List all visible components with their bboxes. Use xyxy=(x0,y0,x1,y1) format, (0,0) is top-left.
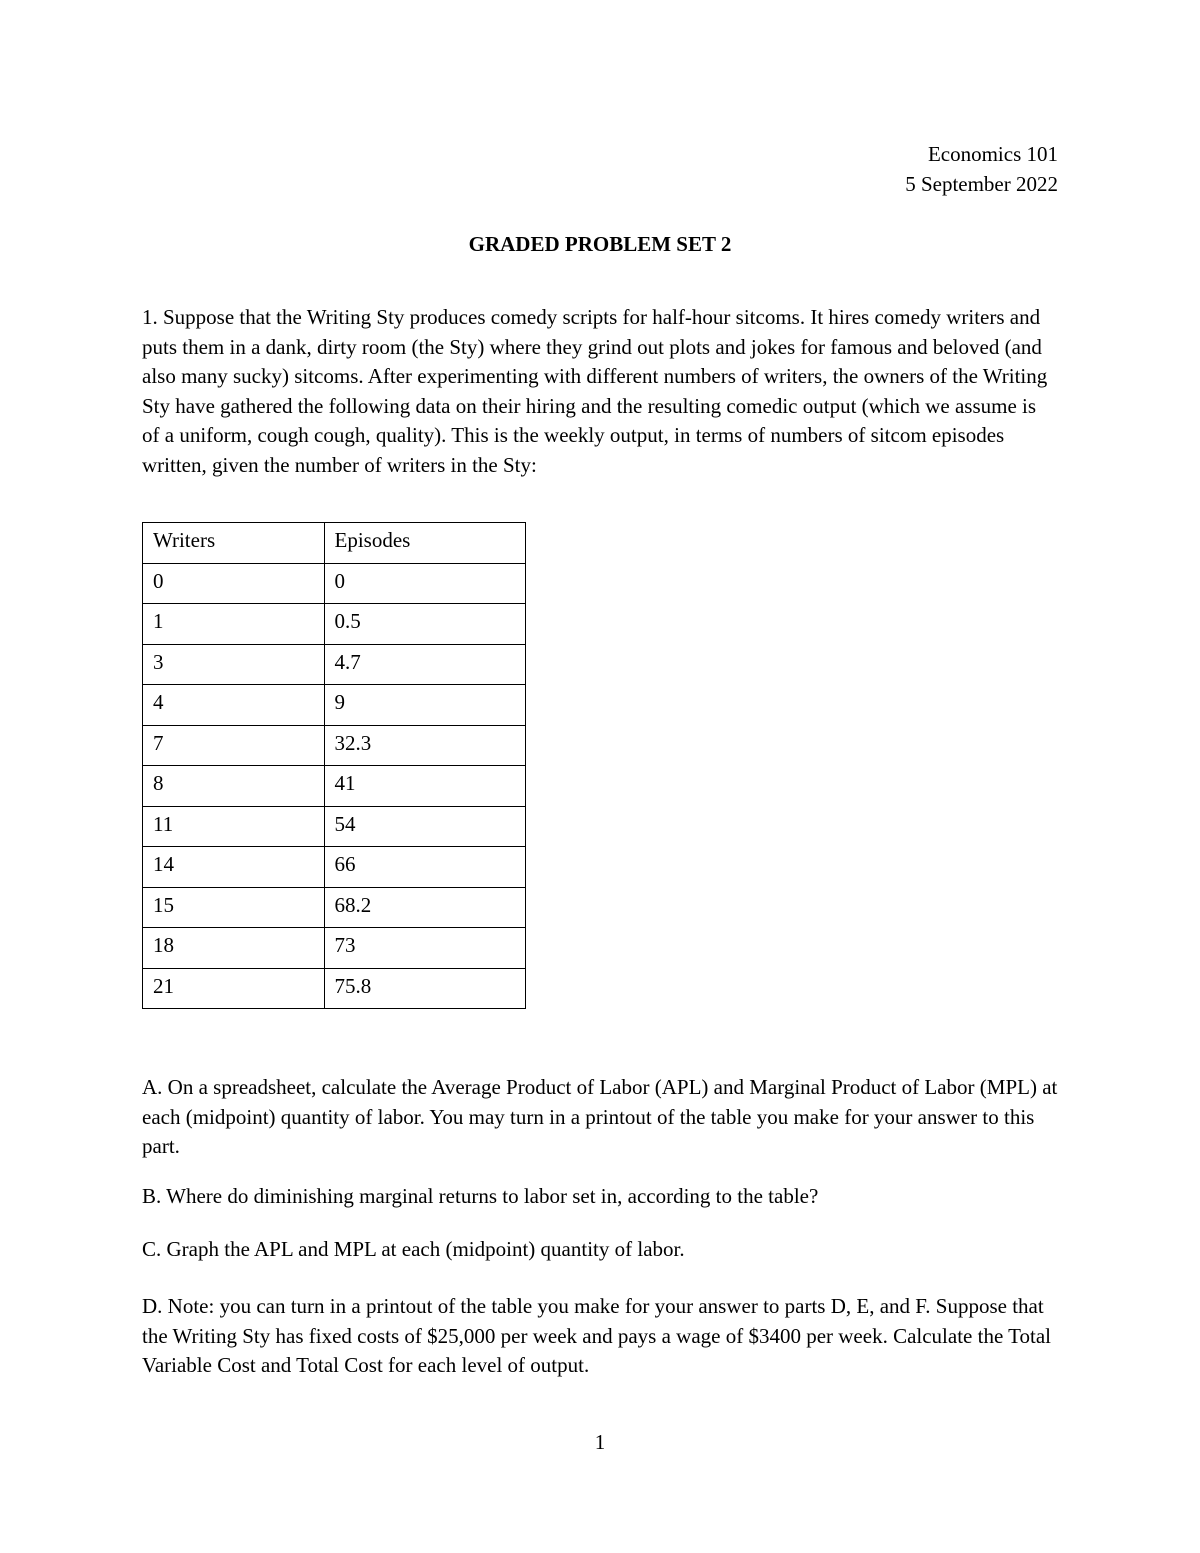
table-cell-episodes: 0.5 xyxy=(324,604,526,645)
table-cell-episodes: 0 xyxy=(324,563,526,604)
table-header-episodes: Episodes xyxy=(324,523,526,564)
part-a-text: A. On a spreadsheet, calculate the Average Product of Labor (APL) and Marginal Product of Labor (MPL) at each (midpoint) quantity of labor. You may turn in a printout of the table you make for your answer to this part. xyxy=(142,1075,1058,1158)
table-row xyxy=(143,644,526,685)
table-row xyxy=(143,847,526,888)
table-row xyxy=(143,806,526,847)
writers-episodes-table xyxy=(142,522,526,1009)
table-row xyxy=(143,725,526,766)
question-1-text: 1. Suppose that the Writing Sty produces comedy scripts for half-hour sitcoms. It hires comedy writers and puts them in a dank, dirty room (the Sty) where they grind out plots and jokes for famous and beloved (and also many sucky) sitcoms. After experimenting with different numbers of writers, the owners of the Writing Sty have gathered the following data on their hiring and the resulting comedic output (which we assume is of a uniform, cough cough, quality). This is the weekly output, in terms of numbers of sitcom episodes written, given the number of writers in the Sty: xyxy=(142,305,1048,477)
document-title: GRADED PROBLEM SET 2 xyxy=(468,232,732,256)
document-date: 5 September 2022 xyxy=(905,171,1058,196)
table-row xyxy=(143,604,526,645)
course-name: Economics 101 xyxy=(927,142,1058,166)
table-row xyxy=(143,766,526,807)
table-row xyxy=(143,563,526,604)
table-cell-writers: 14 xyxy=(143,847,325,888)
part-b-text: B. Where do diminishing marginal returns to labor set in, according to the table? xyxy=(142,1184,819,1208)
table-cell-episodes: 41 xyxy=(324,766,526,807)
table-cell-writers: 7 xyxy=(143,725,325,766)
part-d-text: D. Note: you can turn in a printout of the table you make for your answer to parts D, E, and F. Suppose that the Writing Sty has fixed costs of $25,000 per week and pays a wage of $3400 per week. Calculate the Total Variable Cost and Total Cost for each level of output. xyxy=(142,1294,1051,1377)
table-cell-writers: 11 xyxy=(143,806,325,847)
table-header-row xyxy=(143,523,526,564)
table-cell-writers: 3 xyxy=(143,644,325,685)
table-row xyxy=(143,887,526,928)
table-row xyxy=(143,928,526,969)
document-header xyxy=(905,140,1058,199)
table-cell-writers: 21 xyxy=(143,968,325,1009)
page-number: 1 xyxy=(594,1430,606,1454)
table-row xyxy=(143,968,526,1009)
table-cell-episodes: 73 xyxy=(324,928,526,969)
table-cell-episodes: 68.2 xyxy=(324,887,526,928)
table-cell-episodes: 66 xyxy=(324,847,526,888)
table-cell-writers: 0 xyxy=(143,563,325,604)
table-cell-writers: 4 xyxy=(143,685,325,726)
table-cell-writers: 8 xyxy=(143,766,325,807)
table-cell-writers: 1 xyxy=(143,604,325,645)
table-cell-writers: 15 xyxy=(143,887,325,928)
table-header-writers: Writers xyxy=(143,523,325,564)
table-row xyxy=(143,685,526,726)
table-cell-episodes: 32.3 xyxy=(324,725,526,766)
table-cell-episodes: 75.8 xyxy=(324,968,526,1009)
part-c-text: C. Graph the APL and MPL at each (midpoint) quantity of labor. xyxy=(142,1237,685,1261)
table-cell-writers: 18 xyxy=(143,928,325,969)
table-cell-episodes: 9 xyxy=(324,685,526,726)
table-cell-episodes: 4.7 xyxy=(324,644,526,685)
table-cell-episodes: 54 xyxy=(324,806,526,847)
